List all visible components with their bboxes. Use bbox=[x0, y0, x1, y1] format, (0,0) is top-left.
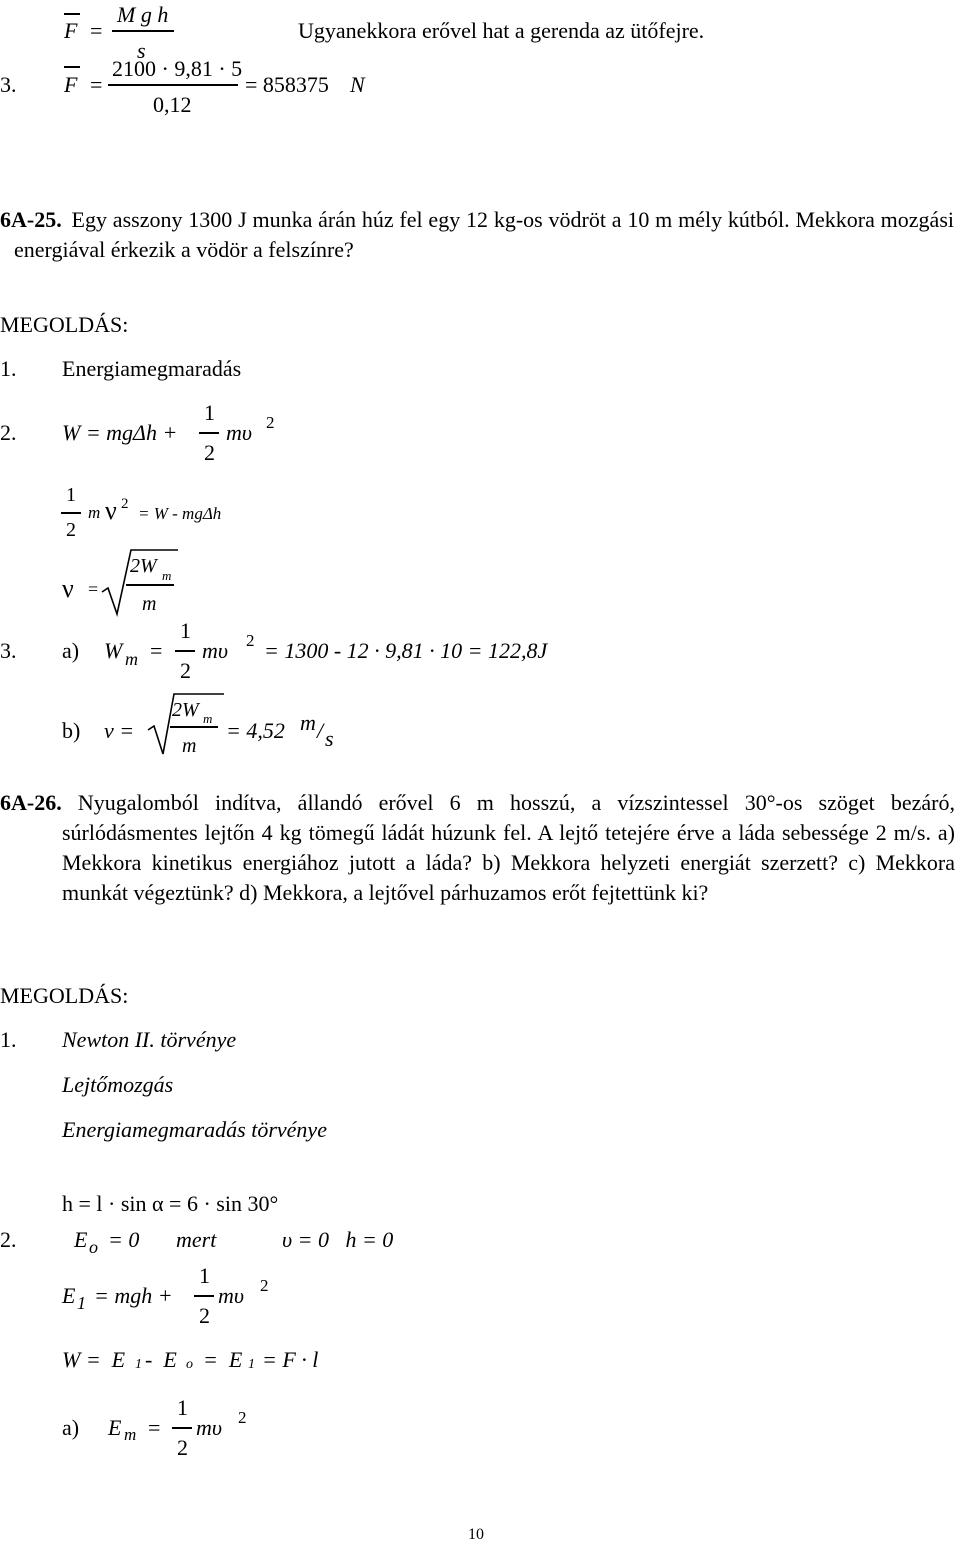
page-number: 10 bbox=[468, 1526, 484, 1543]
fraction-bar bbox=[61, 512, 81, 514]
fraction-bar bbox=[199, 432, 219, 434]
solution-heading: MEGOLDÁS: bbox=[0, 983, 129, 1008]
step-number: 1. bbox=[0, 356, 17, 381]
fraction-numerator: 1 bbox=[177, 1395, 188, 1420]
velocity-symbol: ν bbox=[105, 496, 117, 525]
root-numerator: 2W bbox=[172, 699, 199, 721]
problem-id: 6A-26. bbox=[0, 790, 62, 815]
subscript: m bbox=[203, 711, 213, 726]
part-label: a) bbox=[62, 1415, 80, 1440]
result-unit: N bbox=[350, 72, 365, 97]
fraction-denominator: s bbox=[137, 38, 146, 63]
equation-part: = F · l bbox=[262, 1347, 319, 1372]
step-number: 2. bbox=[0, 420, 17, 445]
exponent: 2 bbox=[260, 1276, 269, 1295]
step-text: Energiamegmaradás bbox=[62, 356, 242, 381]
force-symbol: F bbox=[64, 72, 78, 97]
fraction-bar bbox=[108, 84, 238, 86]
subscript: 1 bbox=[248, 1357, 255, 1372]
subscript: m bbox=[124, 1425, 137, 1444]
fraction-numerator: 1 bbox=[204, 400, 215, 425]
fraction-denominator: 2 bbox=[66, 519, 76, 541]
equation-rhs: = W - mgΔh bbox=[138, 504, 222, 523]
overline-bar bbox=[64, 66, 80, 68]
energy-symbol: E bbox=[74, 1227, 88, 1252]
equation-lhs: v = bbox=[104, 718, 135, 743]
subscript: o bbox=[89, 1237, 98, 1257]
equation-lhs: W = mgΔh + bbox=[62, 420, 178, 445]
height-equation: h = l · sin α = 6 · sin 30° bbox=[62, 1191, 279, 1216]
fraction-bar bbox=[112, 30, 174, 32]
solution-heading: MEGOLDÁS: bbox=[0, 312, 129, 337]
fraction-numerator: M g h bbox=[117, 2, 169, 27]
subscript: m bbox=[125, 649, 138, 669]
step-number: 2. bbox=[0, 1227, 17, 1252]
fraction-bar bbox=[126, 584, 174, 586]
exponent: 2 bbox=[238, 1408, 247, 1427]
unit-denominator: s bbox=[325, 726, 334, 751]
exponent: 2 bbox=[246, 631, 255, 650]
problem-26 bbox=[0, 788, 955, 908]
fraction-denominator: 2 bbox=[180, 658, 191, 683]
condition-text: υ = 0 h = 0 bbox=[282, 1227, 394, 1252]
mass-symbol: m bbox=[88, 503, 101, 522]
fraction-denominator: 2 bbox=[199, 1303, 210, 1328]
fraction-numerator: 1 bbox=[180, 618, 191, 643]
equation-part: W = E bbox=[62, 1347, 126, 1372]
fraction-numerator: 1 bbox=[199, 1263, 210, 1288]
subscript: 1 bbox=[135, 1357, 142, 1372]
fraction-denominator: 2 bbox=[204, 440, 215, 465]
unit-slash: / bbox=[317, 718, 324, 743]
part-label: a) bbox=[62, 638, 80, 663]
step-number: 3. bbox=[0, 638, 17, 663]
step-number: 3. bbox=[0, 72, 17, 97]
unit-numerator: m bbox=[300, 710, 316, 735]
kinetic-term: mυ bbox=[196, 1415, 222, 1440]
root-numerator: 2W bbox=[130, 555, 157, 577]
work-symbol: W bbox=[104, 638, 123, 663]
problem-id: 6A-25. bbox=[0, 207, 62, 232]
overline-bar bbox=[64, 13, 80, 15]
fraction-bar bbox=[170, 726, 218, 728]
exponent: 2 bbox=[121, 496, 129, 512]
fraction-denominator: 2 bbox=[177, 1435, 188, 1460]
step-number: 1. bbox=[0, 1027, 17, 1052]
mert-text: mert bbox=[176, 1227, 217, 1252]
fraction-numerator: 1 bbox=[66, 484, 76, 506]
fraction-numerator: 2100 · 9,81 · 5 bbox=[112, 56, 243, 81]
force-symbol: F bbox=[64, 18, 78, 43]
problem-25 bbox=[0, 205, 954, 265]
equals-sign: = bbox=[90, 18, 103, 43]
equation-rhs: = 0 bbox=[108, 1227, 140, 1252]
remark-text: Ugyanekkora erővel hat a gerenda az ütőfejre. bbox=[298, 18, 705, 43]
law-item: Newton II. törvénye bbox=[62, 1027, 237, 1052]
problem-text: Nyugalomból indítva, állandó erővel 6 m hosszú, a vízszintessel 30°-os szöget bezáró, súrlódásmentes lejtőn 4 kg tömegű ládát húzunk fel. A lejtő tetejére érve a láda sebessége 2 m/s. a) Mekkora kinetikus energiához jutott a láda? b) Mekkora helyzeti energiát szerzett? c) Mekkora munkát végeztünk? d) Mekkora, a lejtővel párhuzamos erőt fejtettünk ki? bbox=[62, 790, 955, 905]
kinetic-term: mυ bbox=[218, 1283, 244, 1308]
kinetic-term: mυ bbox=[226, 420, 252, 445]
root-denominator: m bbox=[182, 735, 197, 757]
fraction-bar bbox=[172, 1427, 192, 1429]
equation-part: = E bbox=[203, 1347, 243, 1372]
result-value: = 858375 bbox=[245, 72, 329, 97]
energy-symbol: E bbox=[62, 1283, 76, 1308]
result-value: = 4,52 bbox=[226, 718, 285, 743]
kinetic-term: mυ bbox=[202, 638, 228, 663]
subscript: m bbox=[162, 568, 172, 583]
law-item: Lejtőmozgás bbox=[62, 1072, 174, 1097]
subscript: 1 bbox=[77, 1293, 86, 1313]
problem-text: Egy asszony 1300 J munka árán húz fel egy 12 kg-os vödröt a 10 m mély kútból. Mekkora mozgási energiával érkezik a vödör a felszínre? bbox=[14, 207, 954, 262]
velocity-symbol: ν bbox=[62, 574, 74, 603]
energy-symbol: E bbox=[108, 1415, 122, 1440]
equals-sign: = bbox=[150, 638, 163, 663]
fraction-bar bbox=[194, 1295, 214, 1297]
exponent: 2 bbox=[266, 413, 275, 432]
equals-sign: = bbox=[88, 579, 99, 599]
subscript: o bbox=[186, 1357, 193, 1372]
equals-sign: = bbox=[90, 72, 103, 97]
law-item: Energiamegmaradás törvénye bbox=[62, 1117, 327, 1142]
equation-part: - E bbox=[145, 1347, 177, 1372]
equation-rhs: = mgh + bbox=[94, 1283, 173, 1308]
equation-rhs: = 1300 - 12 · 9,81 · 10 = 122,8J bbox=[264, 638, 548, 663]
fraction-denominator: 0,12 bbox=[153, 92, 192, 117]
fraction-bar bbox=[175, 650, 195, 652]
equals-sign: = bbox=[148, 1415, 161, 1440]
root-denominator: m bbox=[142, 593, 157, 615]
part-label: b) bbox=[62, 718, 81, 743]
